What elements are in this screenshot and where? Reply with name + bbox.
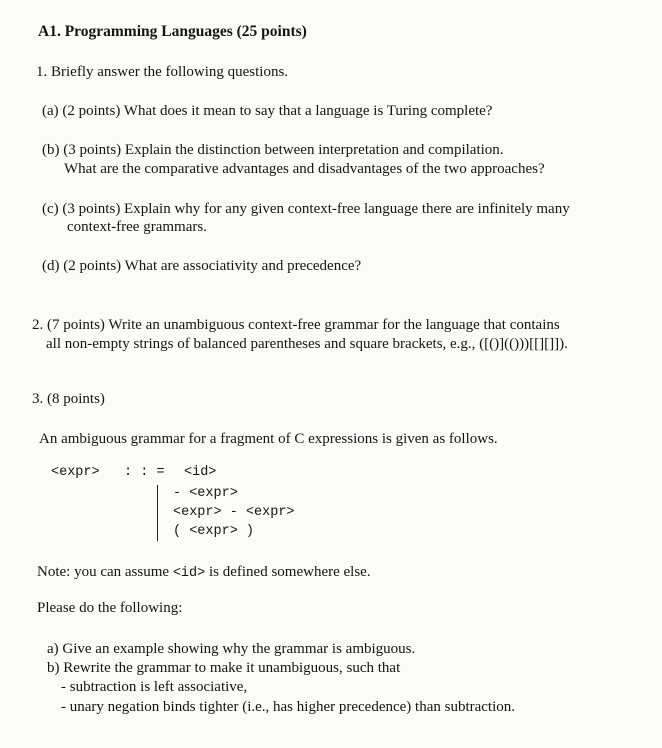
- question-3-intro: An ambiguous grammar for a fragment of C expressions is given as follows.: [39, 431, 498, 447]
- question-3-task-b: b) Rewrite the grammar to make it unambiguous, such that: [47, 660, 401, 676]
- question-2-line2: all non-empty strings of balanced parentheses and square brackets, e.g., ([()](()))[[][]]).: [46, 336, 568, 352]
- note-code: <id>: [172, 566, 206, 581]
- grammar-rule-negation: - <expr>: [173, 486, 238, 501]
- grammar-rule-subtraction: <expr> - <expr>: [173, 505, 295, 520]
- question-1c-line1: (c) (3 points) Explain why for any given context-free language there are infinitely many: [42, 201, 570, 217]
- question-1b-line1: (b) (3 points) Explain the distinction between interpretation and compilation.: [42, 142, 504, 158]
- question-3-task-a: a) Give an example showing why the grammar is ambiguous.: [47, 641, 416, 657]
- note-prefix: Note: you can assume: [37, 564, 173, 580]
- question-3-please: Please do the following:: [37, 600, 183, 616]
- grammar-rule-paren: ( <expr> ): [173, 524, 255, 539]
- question-3-heading: 3. (8 points): [32, 391, 105, 407]
- question-3-task-b1: - subtraction is left associative,: [61, 679, 248, 695]
- grammar-lhs: <expr>: [51, 465, 100, 480]
- note-suffix: is defined somewhere else.: [205, 564, 371, 580]
- grammar-assign: : : =: [124, 465, 165, 480]
- question-2-line1: 2. (7 points) Write an unambiguous context-free grammar for the language that contains: [32, 317, 560, 333]
- question-1d: (d) (2 points) What are associativity and precedence?: [42, 258, 362, 274]
- question-3-note: [37, 563, 371, 583]
- question-1b-line2: What are the comparative advantages and disadvantages of the two approaches?: [64, 161, 545, 177]
- question-1a: (a) (2 points) What does it mean to say that a language is Turing complete?: [42, 103, 493, 119]
- question-1c-line2: context-free grammars.: [67, 219, 207, 235]
- question-1-intro: 1. Briefly answer the following questions.: [36, 64, 289, 80]
- question-3-task-b2: - unary negation binds tighter (i.e., has higher precedence) than subtraction.: [61, 699, 516, 715]
- section-title: A1. Programming Languages (25 points): [38, 23, 307, 40]
- grammar-alternative-bar: [157, 485, 158, 541]
- grammar-rule-id: <id>: [184, 465, 217, 480]
